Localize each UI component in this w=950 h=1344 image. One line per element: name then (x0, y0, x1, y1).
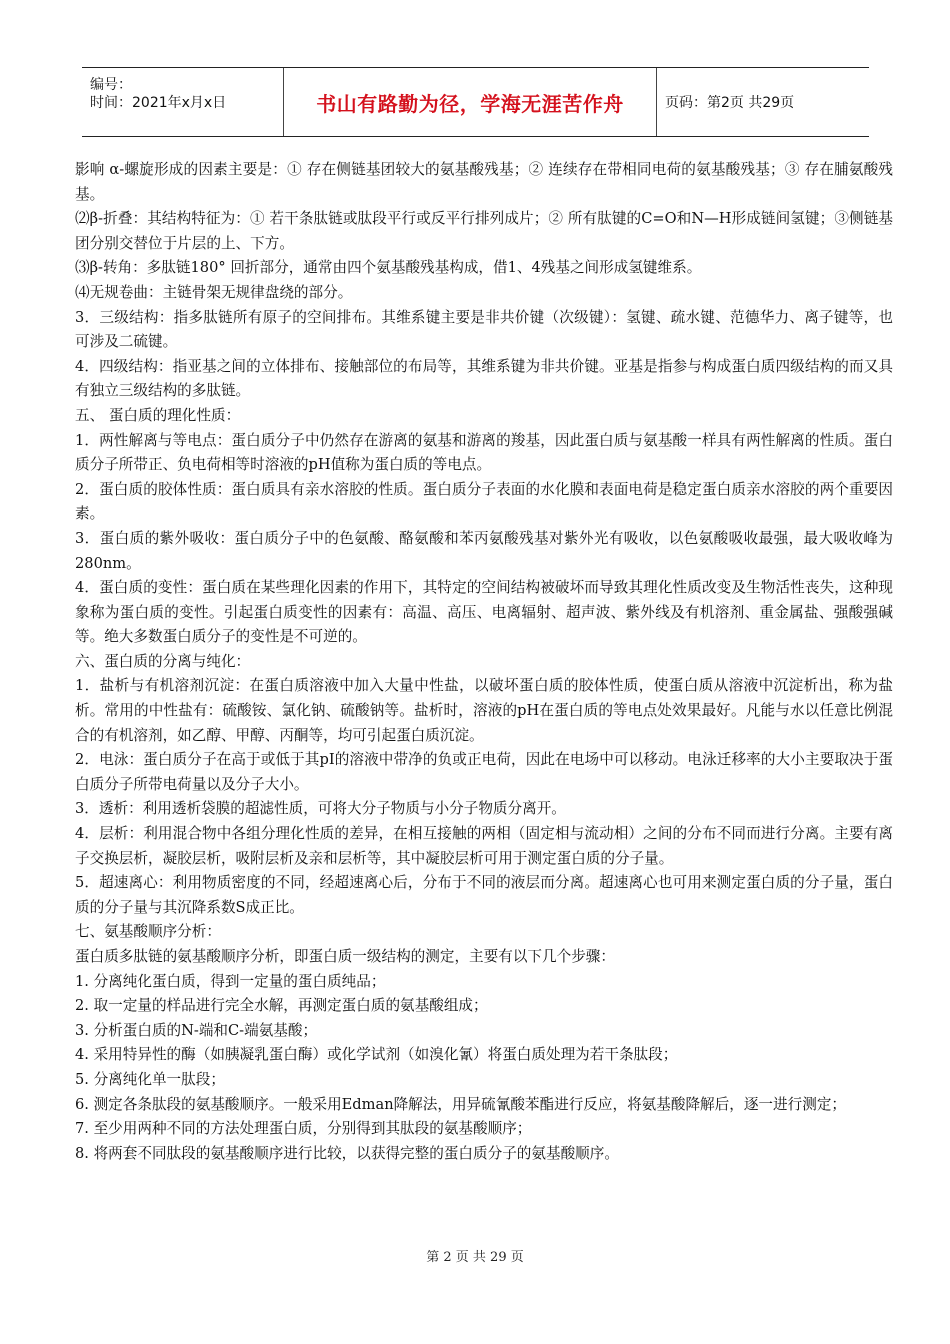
footer-page-number: 第 2 页 共 29 页 (426, 1250, 524, 1265)
list-item: 4. 采用特异性的酶（如胰凝乳蛋白酶）或化学试剂（如溴化氰）将蛋白质处理为若干条肽段； (75, 1046, 678, 1064)
paragraph: ⑷无规卷曲：主链骨架无规律盘绕的部分。 (75, 283, 353, 301)
paragraph: 3．透析：利用透析袋膜的超滤性质，可将大分子物质与小分子物质分离开。 (75, 800, 566, 818)
list-item: 3. 分析蛋白质的N-端和C-端氨基酸； (75, 1021, 318, 1039)
paragraph: 5．超速离心：利用物质密度的不同，经超速离心后，分布于不同的液层而分离。超速离心也可用来测定蛋白质的分子量，蛋白质的分子量与其沉降系数S成正比。 (75, 874, 893, 916)
page-info: 页码：第2页 共29页 (665, 95, 795, 111)
paragraph: 4．四级结构：指亚基之间的立体排布、接触部位的布局等，其维系键为非共价键。亚基是指参与构成蛋白质四级结构的而又具有独立三级结构的多肽链。 (75, 357, 893, 400)
paragraph: 蛋白质多肽链的氨基酸顺序分析，即蛋白质一级结构的测定，主要有以下几个步骤： (75, 948, 615, 965)
paragraph: 4．蛋白质的变性：蛋白质在某些理化因素的作用下，其特定的空间结构被破坏而导致其理化性质改变及生物活性丧失，这种现象称为蛋白质的变性。引起蛋白质变性的因素有：高温、高压、电离辐射、超声波、紫外线及有机溶剂、重金属盐、强酸强碱等。绝大多数蛋白质分子的变性是不可逆的。 (75, 579, 893, 646)
paragraph: 1．盐析与有机溶剂沉淀：在蛋白质溶液中加入大量中性盐，以破坏蛋白质的胶体性质，使蛋白质从溶液中沉淀析出，称为盐析。常用的中性盐有：硫酸铵、氯化钠、硫酸钠等。盐析时，溶液的pH在蛋白质的等电点处效果最好。凡能与水以任意比例混合的有机溶剂，如乙醇、甲醇、丙酮等，均可引起蛋白质沉淀。 (75, 677, 893, 744)
paragraph: 1．两性解离与等电点：蛋白质分子中仍然存在游离的氨基和游离的羧基，因此蛋白质与氨基酸一样具有两性解离的性质。蛋白质分子所带正、负电荷相等时溶液的pH值称为蛋白质的等电点。 (75, 431, 893, 474)
list-item: 6. 测定各条肽段的氨基酸顺序。一般采用Edman降解法，用异硫氰酸苯酯进行反应，将氨基酸降解后，逐一进行测定； (75, 1095, 847, 1113)
list-item: 1. 分离纯化蛋白质，得到一定量的蛋白质纯品； (75, 972, 386, 990)
section-heading: 七、氨基酸顺序分析： (75, 923, 221, 941)
list-item: 2. 取一定量的样品进行完全水解，再测定蛋白质的氨基酸组成； (75, 997, 488, 1015)
paragraph: 3．三级结构：指多肽链所有原子的空间排布。其维系键主要是非共价键（次级键）：氢键、疏水键、范德华力、离子键等，也可涉及二硫键。 (75, 308, 893, 351)
serial-label: 编号： (90, 77, 132, 93)
page-header (82, 67, 869, 137)
paragraph: ⑵β-折叠：其结构特征为：① 若干条肽链或肽段平行或反平行排列成片；② 所有肽键的C=O和N—H形成链间氢键；③侧链基团分别交替位于片层的上、下方。 (75, 210, 893, 252)
header-page-info (657, 68, 869, 136)
section-heading: 五、 蛋白质的理化性质： (75, 406, 241, 424)
header-meta (82, 68, 284, 136)
paragraph: 2．电泳：蛋白质分子在高于或低于其pI的溶液中带净的负或正电荷，因此在电场中可以移动。电泳迁移率的大小主要取决于蛋白质分子所带电荷量以及分子大小。 (75, 751, 893, 793)
header-motto-cell (284, 68, 657, 136)
list-item: 5. 分离纯化单一肽段； (75, 1070, 225, 1088)
paragraph: 4．层析：利用混合物中各组分理化性质的差异，在相互接触的两相（固定相与流动相）之间的分布不同而进行分离。主要有离子交换层析，凝胶层析，吸附层析及亲和层析等，其中凝胶层析可用于测定蛋白质的分子量。 (75, 825, 893, 867)
motto: 书山有路勤为径，学海无涯苦作舟 (316, 91, 624, 116)
page-footer (0, 1246, 950, 1265)
list-item: 8. 将两套不同肽段的氨基酸顺序进行比较，以获得完整的蛋白质分子的氨基酸顺序。 (75, 1144, 619, 1162)
paragraph: 影响 α-螺旋形成的因素主要是：① 存在侧链基团较大的氨基酸残基；② 连续存在带相同电荷的氨基酸残基；③ 存在脯氨酸残基。 (75, 161, 893, 203)
paragraph: 2．蛋白质的胶体性质：蛋白质具有亲水溶胶的性质。蛋白质分子表面的水化膜和表面电荷是稳定蛋白质亲水溶胶的两个重要因素。 (75, 480, 893, 523)
list-item: 7. 至少用两种不同的方法处理蛋白质，分别得到其肽段的氨基酸顺序； (75, 1120, 532, 1138)
document-body (75, 158, 893, 1166)
time-label: 时间：2021年x月x日 (90, 95, 227, 111)
section-heading: 六、蛋白质的分离与纯化： (75, 652, 251, 670)
paragraph: 3．蛋白质的紫外吸收：蛋白质分子中的色氨酸、酪氨酸和苯丙氨酸残基对紫外光有吸收，以色氨酸吸收最强，最大吸收峰为280nm。 (75, 529, 893, 572)
paragraph: ⑶β-转角：多肽链180° 回折部分，通常由四个氨基酸残基构成，借1、4残基之间形成氢键维系。 (75, 259, 702, 277)
